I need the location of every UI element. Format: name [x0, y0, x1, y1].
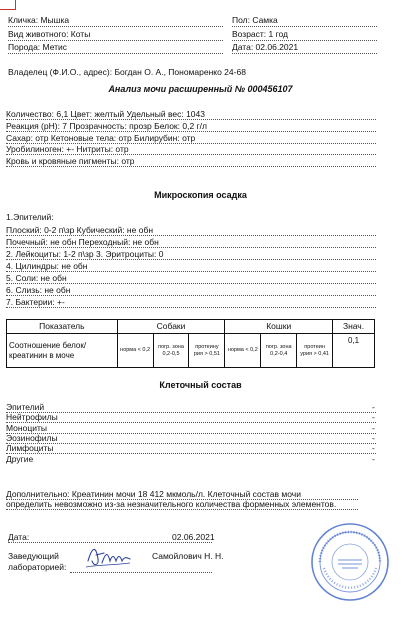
divider [6, 433, 376, 434]
cell-value: - [372, 412, 375, 423]
microscopy-line-1: 1.Эпителий: [6, 212, 54, 222]
cell-value: - [372, 422, 375, 433]
dogs-proteinuria: протеину рия > 0,51 [189, 334, 225, 368]
microscopy-line-8: 7. Бактерии: +- [6, 297, 65, 307]
divider [6, 295, 376, 296]
species: Вид животного: Коты [8, 29, 91, 39]
divider [6, 509, 358, 510]
head-name: Самойлович Н. Н. [152, 551, 224, 561]
cell-label: Нейтрофилы [6, 412, 58, 423]
cell-label: Моноциты [6, 422, 47, 433]
divider [6, 259, 376, 260]
protein-creatinine-table [6, 319, 375, 368]
microscopy-line-3: Почечный: не обн Переходный: не обн [6, 237, 159, 247]
microscopy-line-6: 5. Соли: не обн [6, 273, 67, 283]
dogs-norm: норма < 0,2 [117, 334, 153, 368]
breed: Порода: Метис [8, 42, 68, 52]
microscopy-title: Микроскопия осадка [154, 190, 247, 200]
cell-label: Лимфоциты [6, 443, 54, 454]
sex: Пол: Самка [232, 15, 278, 25]
footer-date-label: Дата: [8, 532, 30, 542]
cell-value: - [372, 402, 375, 412]
head-label-1: Заведующий [8, 551, 59, 561]
microscopy-line-5: 4. Цилиндры: не обн [6, 261, 88, 271]
cell-value: - [372, 432, 375, 443]
divider [232, 53, 377, 54]
general-line-5: Кровь и кровяные пигменты: отр [6, 156, 135, 166]
divider [6, 271, 376, 272]
divider [232, 40, 377, 41]
age: Возраст: 1 год [232, 29, 289, 39]
cell-label: Другие [6, 453, 34, 464]
additional-line-2: определить невозможно из-за незначительного количества форменных элементов. [6, 499, 337, 509]
divider [6, 422, 376, 423]
laboratory-stamp [310, 522, 390, 602]
footer-date-value: 02.06.2021 [172, 532, 215, 542]
microscopy-line-2: Плоский: 0-2 п\зр Кубический: не обн [6, 225, 154, 235]
dogs-gray-zone: погр. зона 0,2-0,5 [153, 334, 189, 368]
cats-gray-zone: погр. зона 0,2-0,4 [261, 334, 297, 368]
divider [6, 453, 376, 454]
general-line-3: Сахар: отр Кетоновые тела: отр Билирубин: отр [6, 133, 196, 143]
col-dogs: Собаки [117, 320, 225, 334]
ratio-value: 0,1 [333, 334, 375, 368]
cells-title: Клеточный состав [159, 380, 242, 390]
general-line-2: Реакция (pH): 7 Прозрачность: прозр Белок: 0,2 г/л [6, 121, 207, 131]
divider [6, 412, 376, 413]
owner: Владелец (Ф.И.О., адрес): Богдан О. А., Пономаренко 24-68 [8, 67, 246, 77]
divider [6, 283, 376, 284]
divider [8, 53, 223, 54]
divider [6, 154, 376, 155]
divider [8, 26, 223, 27]
head-label-2: лабораторией: [8, 562, 67, 572]
cats-norm: норма < 0,2 [225, 334, 261, 368]
divider [6, 131, 376, 132]
divider [6, 235, 376, 236]
cell-label: Эпителий [6, 402, 45, 412]
general-line-4: Уробилиноген: +- Нитриты: отр [6, 144, 129, 154]
microscopy-line-4: 2. Лейкоциты: 1-2 п\зр 3. Эритроциты: 0 [6, 249, 164, 259]
signature-image [84, 541, 134, 571]
page-title: Анализ мочи расширенный № 000456107 [108, 84, 293, 94]
cats-proteinuria: протеин урия > 0,41 [297, 334, 333, 368]
col-indicator: Показатель [7, 320, 118, 334]
divider [6, 307, 376, 308]
general-line-1: Количество: 6,1 Цвет: желтый Удельный вес: 1043 [6, 109, 205, 119]
nickname: Кличка: Мышка [8, 15, 70, 25]
divider [8, 40, 223, 41]
col-value: Знач. [333, 320, 375, 334]
additional-line-1: Дополнительно: Креатинин мочи 18 412 мкмоль/л. Клеточный состав мочи [6, 489, 301, 499]
page-corner-mark [0, 0, 16, 10]
divider [6, 443, 376, 444]
cell-value: - [372, 443, 375, 454]
divider [6, 166, 376, 167]
divider [6, 247, 376, 248]
divider [6, 119, 376, 120]
date: Дата: 02.06.2021 [232, 42, 299, 52]
signature-line [70, 572, 212, 573]
cell-value: - [372, 453, 375, 464]
divider [232, 26, 377, 27]
microscopy-line-7: 6. Слизь: не обн [6, 285, 71, 295]
cell-label: Эозинофилы [6, 432, 58, 443]
ratio-row-label: Соотношение белок/креатинин в моче [7, 334, 118, 368]
col-cats: Кошки [225, 320, 333, 334]
